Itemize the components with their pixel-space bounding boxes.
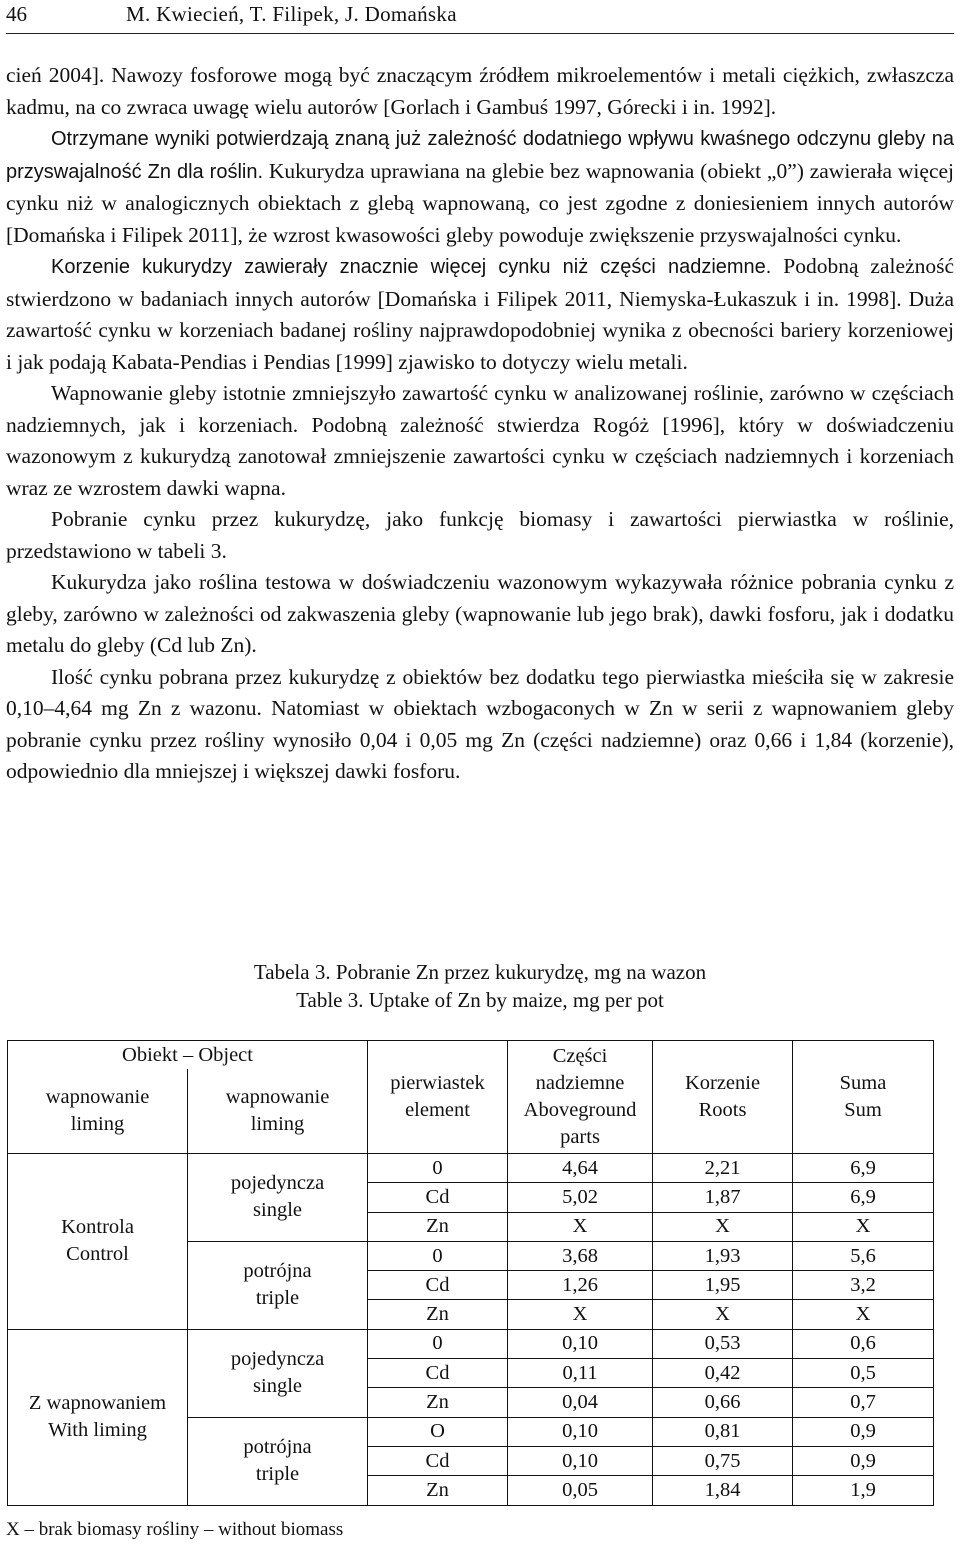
cell-sum: 0,5 — [793, 1359, 934, 1388]
cell-above: 0,10 — [508, 1329, 653, 1358]
paragraph-1: cień 2004]. Nawozy fosforowe mogą być znaczącym źródłem mikroelementów i metali ciężkich, zwłaszcza kadmu, na co zwraca uwagę wielu autorów [Gorlach i Gambuś 1997, Górecki i in. 1992]. — [6, 63, 954, 119]
dose-cell: potrójna triple — [188, 1241, 368, 1329]
header-rule — [6, 33, 954, 34]
cell-roots: 0,81 — [653, 1417, 793, 1446]
cell-above: 5,02 — [508, 1183, 653, 1212]
cell-above: 0,11 — [508, 1359, 653, 1388]
cell-roots: 0,53 — [653, 1329, 793, 1358]
col-roots-header: Korzenie Roots — [653, 1041, 793, 1154]
cell-element: Zn — [368, 1212, 508, 1241]
cell-sum: X — [793, 1300, 934, 1329]
cell-above: 0,10 — [508, 1417, 653, 1446]
table-body — [8, 1154, 934, 1506]
cell-roots: 2,21 — [653, 1154, 793, 1183]
paragraph-4: Wapnowanie gleby istotnie zmniejszyło zawartość cynku w analizowanej roślinie, zarówno w częściach nadziemnych, jak i korzeniach. Podobną zależność stwierdza Rogóż [1996], który w doświadczeniu wazonowym z kukurydzą zanotował zmniejszenie zawartości cynku w częściach nadziemnych i korzeniach wraz ze wzrostem dawki wapna. — [6, 381, 954, 500]
dose-cell: pojedyncza single — [188, 1329, 368, 1417]
cell-sum: 0,9 — [793, 1417, 934, 1446]
cell-element: Cd — [368, 1183, 508, 1212]
col-sum-header: Suma Sum — [793, 1041, 934, 1154]
cell-above: 3,68 — [508, 1241, 653, 1270]
caption-pl: Tabela 3. Pobranie Zn przez kukurydzę, mg na wazon — [253, 960, 707, 984]
body-text — [6, 60, 954, 788]
caption-en: Table 3. Uptake of Zn by maize, mg per pot — [296, 988, 664, 1012]
cell-element: 0 — [368, 1329, 508, 1358]
paragraph-2-sans: Otrzymane wyniki potwierdzają znaną już zależność dodatniego wpływu kwaśnego odczynu gleby na przyswajalność Zn dla roślin. — [6, 128, 954, 183]
paragraph-2 — [6, 123, 954, 251]
cell-roots: 1,87 — [653, 1183, 793, 1212]
cell-roots: 1,95 — [653, 1271, 793, 1300]
cell-roots: X — [653, 1212, 793, 1241]
paragraph-7: Ilość cynku pobrana przez kukurydzę z obiektów bez dodatku tego pierwiastka mieściła się w zakresie 0,10–4,64 mg Zn z wazonu. Natomiast w obiektach wzbogaconych w Zn w serii z wapnowaniem gleby pobranie cynku przez rośliny wynosiło 0,04 i 0,05 mg Zn (części nadziemne) oraz 0,66 i 1,84 (korzenie), odpowiednio dla mniejszej i większej dawki fosforu. — [6, 664, 954, 783]
cell-above: 0,05 — [508, 1476, 653, 1505]
cell-above: 1,26 — [508, 1271, 653, 1300]
table-row — [8, 1329, 934, 1358]
cell-roots: X — [653, 1300, 793, 1329]
paragraph-3-sans: Korzenie kukurydzy zawierały znacznie więcej cynku niż części nadziemne. — [51, 256, 772, 278]
table-caption — [0, 958, 960, 1014]
col-liming-header: wapnowanie liming — [8, 1069, 188, 1154]
table-row — [8, 1154, 934, 1183]
cell-roots: 0,66 — [653, 1388, 793, 1417]
paragraph-3-rest: Podobną zależność stwierdzono w badaniach innych autorów [Domańska i Filipek 2011, Niemyska-Łukaszuk i in. 1998]. Duża zawartość cynku w korzeniach badanej rośliny najprawdopodobniej wynika z obecności bariery korzeniowej i jak podają Kabata-Pendias i Pendias [1999] zjawisko to dotyczy wielu metali. — [6, 254, 954, 374]
cell-element: 0 — [368, 1154, 508, 1183]
cell-element: Zn — [368, 1388, 508, 1417]
uptake-table — [7, 1040, 934, 1506]
running-title: M. Kwiecień, T. Filipek, J. Domańska — [126, 2, 457, 26]
dose-cell: pojedyncza single — [188, 1154, 368, 1242]
cell-element: Cd — [368, 1359, 508, 1388]
cell-element: Zn — [368, 1300, 508, 1329]
cell-sum: 0,6 — [793, 1329, 934, 1358]
cell-sum: 6,9 — [793, 1183, 934, 1212]
cell-sum: 3,2 — [793, 1271, 934, 1300]
cell-sum: X — [793, 1212, 934, 1241]
cell-above: X — [508, 1300, 653, 1329]
col-element-header: pierwiastek element — [368, 1041, 508, 1154]
cell-roots: 0,75 — [653, 1446, 793, 1475]
cell-element: Cd — [368, 1446, 508, 1475]
cell-element: 0 — [368, 1241, 508, 1270]
cell-sum: 5,6 — [793, 1241, 934, 1270]
cell-element: Cd — [368, 1271, 508, 1300]
cell-sum: 0,7 — [793, 1388, 934, 1417]
cell-above: X — [508, 1212, 653, 1241]
paragraph-6: Kukurydza jako roślina testowa w doświadczeniu wazonowym wykazywała różnice pobrania cynku z gleby, zarówno w zależności od zakwaszenia gleby (wapnowanie lub jego brak), dawki fosforu, jak i dodatku metalu do gleby (Cd lub Zn). — [6, 570, 954, 657]
dose-cell: potrójna triple — [188, 1417, 368, 1505]
paragraph-5: Pobranie cynku przez kukurydzę, jako funkcję biomasy i zawartości pierwiastka w roślinie, przedstawiono w tabeli 3. — [6, 507, 954, 563]
col-above-header: Części nadziemne Aboveground parts — [508, 1041, 653, 1154]
cell-roots: 1,84 — [653, 1476, 793, 1505]
cell-above: 0,04 — [508, 1388, 653, 1417]
object-header: Obiekt – Object — [8, 1041, 368, 1070]
cell-sum: 6,9 — [793, 1154, 934, 1183]
paragraph-3 — [6, 251, 954, 378]
page-header — [6, 0, 954, 30]
cell-sum: 0,9 — [793, 1446, 934, 1475]
liming-group-cell: Kontrola Control — [8, 1154, 188, 1330]
table-footnote: X – brak biomasy rośliny – without biomass — [6, 1519, 344, 1540]
cell-above: 0,10 — [508, 1446, 653, 1475]
col-dose-header: wapnowanie liming — [188, 1069, 368, 1154]
cell-roots: 1,93 — [653, 1241, 793, 1270]
cell-above: 4,64 — [508, 1154, 653, 1183]
cell-roots: 0,42 — [653, 1359, 793, 1388]
page-number: 46 — [6, 2, 27, 26]
cell-element: Zn — [368, 1476, 508, 1505]
cell-element: O — [368, 1417, 508, 1446]
liming-group-cell: Z wapnowaniem With liming — [8, 1329, 188, 1505]
cell-sum: 1,9 — [793, 1476, 934, 1505]
paragraph-2-rest: Kukurydza uprawiana na glebie bez wapnowania (obiekt „0”) zawierała więcej cynku niż w analogicznych obiektach z glebą wapnowaną, co jest zgodne z doniesieniem innych autorów [Domańska i Filipek 2011], że wzrost kwasowości gleby powoduje zwiększenie przyswajalności cynku. — [6, 158, 955, 247]
